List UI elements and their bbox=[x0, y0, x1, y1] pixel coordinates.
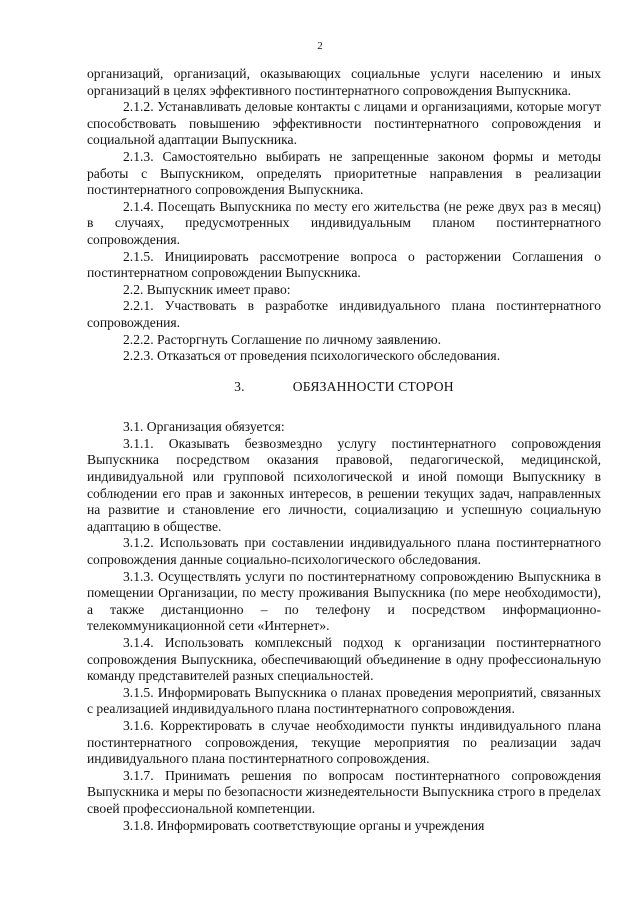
paragraph: 3.1. Организация обязуется: bbox=[123, 419, 285, 435]
paragraph: 2.1.2. Устанавливать деловые контакты с лицами и организациями, которые могут способствовать повышению эффективности постинтернатного сопровождения и социальной адаптации Выпускника. bbox=[87, 99, 601, 148]
paragraph: 2.2.1. Участвовать в разработке индивидуального плана постинтернатного сопровождения. bbox=[87, 298, 601, 330]
paragraph: 3.1.5. Информировать Выпускника о планах проведения мероприятий, связанных с реализацией индивидуального плана постинтернатного сопровождения. bbox=[87, 684, 601, 717]
section-2-continuation bbox=[87, 66, 601, 365]
section-title: ОБЯЗАННОСТИ СТОРОН bbox=[292, 378, 454, 394]
page-number: 2 bbox=[317, 40, 323, 52]
section-number: 3. bbox=[234, 378, 245, 394]
paragraph: 3.1.2. Использовать при составлении индивидуального плана постинтернатного сопровождения данные социально-психологического обследования. bbox=[87, 535, 601, 568]
paragraph: организаций, организаций, оказывающих социальные услуги населению и иных организаций в целях эффективного постинтернатного сопровождения Выпускника. bbox=[87, 66, 601, 98]
paragraph: 3.1.8. Информировать соответствующие органы и учреждения bbox=[123, 817, 485, 833]
paragraph: 3.1.4. Использовать комплексный подход к организации постинтернатного сопровождения Выпускника, обеспечивающий объединение в одну профессиональную команду представителей разных специальностей. bbox=[87, 635, 601, 684]
paragraph: 2.1.4. Посещать Выпускника по месту его жительства (не реже двух раз в месяц) в случаях, предусмотренных индивидуальным планом постинтернатного сопровождения. bbox=[87, 198, 601, 247]
paragraph: 2.2.3. Отказаться от проведения психологического обследования. bbox=[123, 348, 501, 364]
paragraph: 3.1.7. Принимать решения по вопросам постинтернатного сопровождения Выпускника и меры по безопасности жизнедеятельности Выпускника строго в пределах своей профессиональной компетенции. bbox=[87, 767, 601, 816]
paragraph: 2.1.3. Самостоятельно выбирать не запрещенные законом формы и методы работы с Выпускником, определять приоритетные направления в реализации постинтернатного сопровождения Выпускника. bbox=[87, 148, 601, 198]
section-heading bbox=[87, 379, 601, 396]
paragraph: 2.2. Выпускник имеет право: bbox=[123, 281, 291, 297]
document-body bbox=[87, 66, 601, 834]
paragraph: 3.1.1. Оказывать безвозмездно услугу постинтернатного сопровождения Выпускника посредством оказания правовой, педагогической, медицинской, индивидуальной или групповой психологической и иной помощи Выпускнику в соблюдении его прав и законных интересов, в решении текущих задач, направленных на развитие и становление его личности, социализацию и успешную социальную адаптацию в обществе. bbox=[87, 435, 601, 534]
paragraph: 2.1.5. Инициировать рассмотрение вопроса о расторжении Соглашения о постинтернатном сопровождении Выпускника. bbox=[87, 248, 601, 281]
paragraph: 3.1.6. Корректировать в случае необходимости пункты индивидуального плана постинтернатного сопровождения, текущие мероприятия по реализации задач индивидуального плана постинтернатного сопровождения. bbox=[87, 717, 601, 767]
paragraph: 3.1.3. Осуществлять услуги по постинтернатному сопровождению Выпускника в помещении Организации, по месту проживания Выпускника (по мере необходимости), а также дистанционно – по телефону и посредством информационно-телекоммуникационной сети «Интернет». bbox=[87, 568, 601, 634]
section-3-body bbox=[87, 419, 601, 834]
paragraph: 2.2.2. Расторгнуть Соглашение по личному заявлению. bbox=[123, 331, 441, 347]
